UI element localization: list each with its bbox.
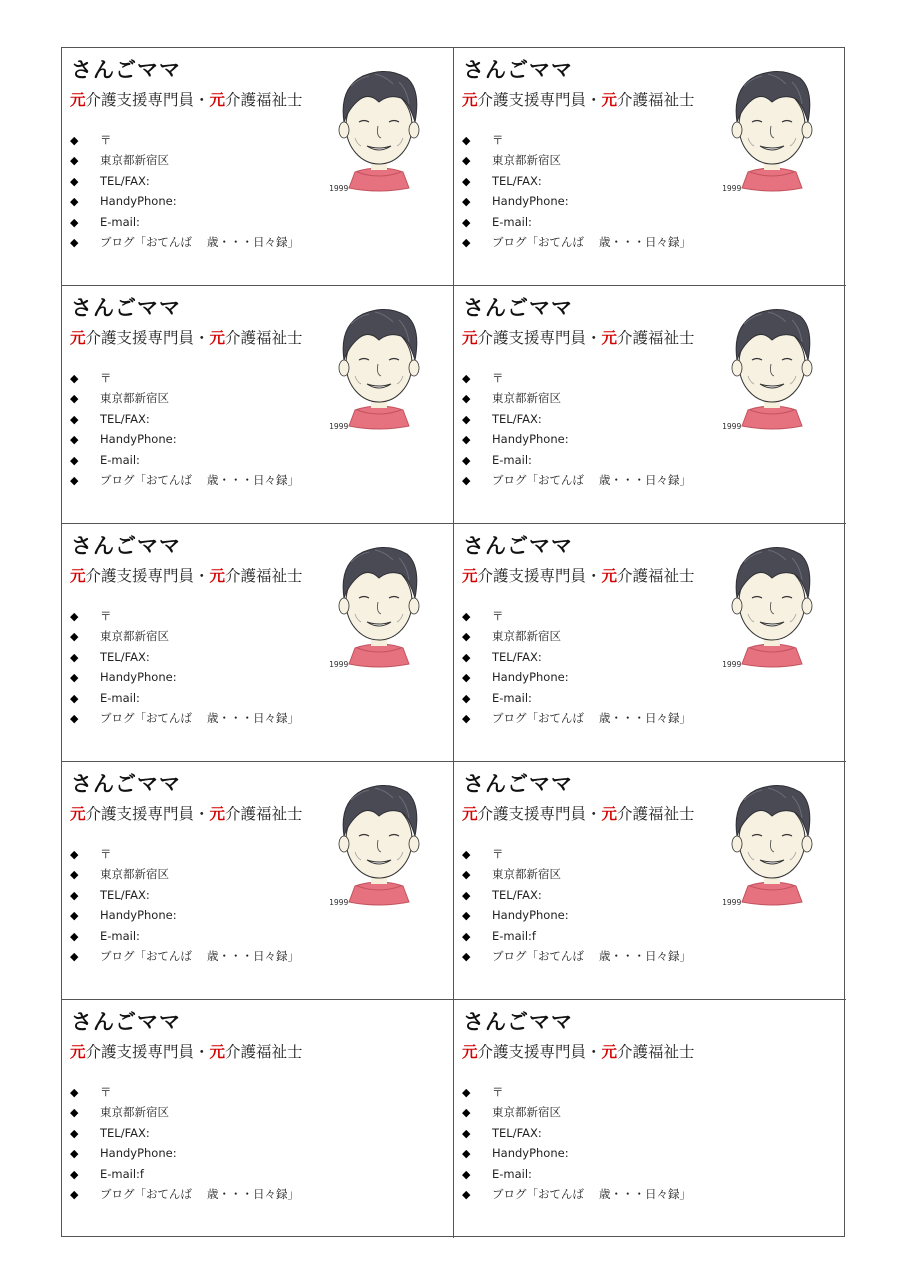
portrait-drawing — [329, 778, 429, 910]
contact-item — [70, 647, 299, 667]
contact-item-text: HandyPhone: — [492, 670, 569, 685]
business-card — [454, 48, 846, 286]
contact-item — [70, 1143, 299, 1163]
business-card — [62, 48, 454, 286]
contact-item-text: ブログ「おてんば 歳・・・日々録」 — [492, 1186, 692, 1201]
contact-list — [462, 368, 691, 490]
card-title — [70, 88, 303, 110]
contact-item — [462, 130, 691, 150]
portrait-illustration — [329, 64, 429, 196]
portrait-drawing — [722, 64, 822, 196]
contact-item-text: 東京都新宿区 — [492, 1105, 561, 1120]
contact-item — [70, 864, 299, 884]
portrait-drawing — [722, 540, 822, 672]
diamond-bullet-icon: ◆ — [462, 453, 471, 467]
contact-item-text: HandyPhone: — [492, 1146, 569, 1161]
diamond-bullet-icon: ◆ — [70, 235, 79, 249]
title-prefix-2: 元 — [209, 1043, 226, 1061]
contact-item — [70, 626, 299, 646]
business-card — [454, 762, 846, 1000]
title-prefix-2: 元 — [209, 329, 226, 347]
diamond-bullet-icon: ◆ — [70, 671, 79, 685]
diamond-bullet-icon: ◆ — [462, 412, 471, 426]
portrait-signature: 1999 — [722, 660, 742, 669]
contact-item — [462, 171, 691, 191]
title-role-2: 介護福祉士 — [225, 567, 303, 585]
contact-item-text: E-mail: — [100, 214, 140, 229]
contact-item-text: TEL/FAX: — [492, 1125, 542, 1140]
title-role-1: 介護支援専門員・ — [85, 805, 210, 823]
diamond-bullet-icon: ◆ — [462, 174, 471, 188]
contact-item-text: E-mail: — [100, 928, 140, 943]
contact-item — [462, 606, 691, 626]
diamond-bullet-icon: ◆ — [462, 929, 471, 943]
card-name: さんごママ — [463, 534, 573, 558]
contact-item-text: HandyPhone: — [100, 670, 177, 685]
contact-item-text: TEL/FAX: — [492, 649, 542, 664]
title-role-2: 介護福祉士 — [617, 1043, 695, 1061]
diamond-bullet-icon: ◆ — [462, 848, 471, 861]
contact-item-text: E-mail: — [100, 690, 140, 705]
contact-item — [70, 1082, 299, 1102]
contact-item — [70, 708, 299, 728]
title-role-1: 介護支援専門員・ — [477, 567, 602, 585]
contact-item — [462, 409, 691, 429]
card-name: さんごママ — [463, 1010, 573, 1034]
diamond-bullet-icon: ◆ — [70, 433, 79, 447]
diamond-bullet-icon: ◆ — [462, 868, 471, 882]
title-role-1: 介護支援専門員・ — [477, 91, 602, 109]
title-role-1: 介護支援専門員・ — [85, 91, 210, 109]
contact-list — [70, 368, 299, 490]
portrait-signature: 1999 — [722, 184, 742, 193]
diamond-bullet-icon: ◆ — [462, 1126, 471, 1140]
portrait-signature: 1999 — [329, 660, 349, 669]
contact-item — [462, 1082, 691, 1102]
contact-item-text: 〒 — [492, 847, 504, 861]
contact-item — [70, 1184, 299, 1204]
diamond-bullet-icon: ◆ — [70, 392, 79, 406]
card-name: さんごママ — [463, 772, 573, 796]
title-role-2: 介護福祉士 — [225, 91, 303, 109]
diamond-bullet-icon: ◆ — [462, 1187, 471, 1201]
diamond-bullet-icon: ◆ — [462, 671, 471, 685]
portrait-illustration — [722, 64, 822, 196]
diamond-bullet-icon: ◆ — [462, 610, 471, 623]
contact-item — [462, 1143, 691, 1163]
contact-item-text: TEL/FAX: — [100, 173, 150, 188]
portrait-illustration — [722, 778, 822, 910]
title-prefix-1: 元 — [70, 567, 86, 585]
contact-item — [70, 844, 299, 864]
diamond-bullet-icon: ◆ — [70, 473, 79, 487]
contact-item-text: TEL/FAX: — [492, 411, 542, 426]
contact-item-text: E-mail: — [492, 452, 532, 467]
portrait-drawing — [722, 302, 822, 434]
contact-item-text: 〒 — [100, 133, 112, 147]
contact-item-text: 東京都新宿区 — [492, 867, 561, 882]
portrait-drawing — [329, 64, 429, 196]
diamond-bullet-icon: ◆ — [70, 195, 79, 209]
contact-item — [462, 191, 691, 211]
portrait-illustration — [329, 302, 429, 434]
card-name: さんごママ — [71, 1010, 181, 1034]
portrait-drawing — [329, 540, 429, 672]
contact-item-text: HandyPhone: — [100, 194, 177, 209]
diamond-bullet-icon: ◆ — [462, 392, 471, 406]
contact-item — [70, 946, 299, 966]
contact-item-text: ブログ「おてんば 歳・・・日々録」 — [100, 948, 300, 963]
contact-item — [462, 212, 691, 232]
diamond-bullet-icon: ◆ — [462, 433, 471, 447]
title-prefix-1: 元 — [70, 805, 86, 823]
contact-item — [462, 1123, 691, 1143]
title-prefix-2: 元 — [601, 1043, 618, 1061]
diamond-bullet-icon: ◆ — [462, 691, 471, 705]
diamond-bullet-icon: ◆ — [462, 630, 471, 644]
diamond-bullet-icon: ◆ — [462, 1106, 471, 1120]
contact-item-text: 東京都新宿区 — [492, 391, 561, 406]
card-name: さんごママ — [71, 534, 181, 558]
diamond-bullet-icon: ◆ — [70, 1187, 79, 1201]
contact-item-text: TEL/FAX: — [100, 1125, 150, 1140]
title-prefix-1: 元 — [462, 1043, 478, 1061]
portrait-illustration — [329, 540, 429, 672]
contact-item — [70, 130, 299, 150]
diamond-bullet-icon: ◆ — [462, 372, 471, 385]
title-role-2: 介護福祉士 — [225, 1043, 303, 1061]
contact-item-text: 〒 — [100, 609, 112, 623]
contact-item-text: 東京都新宿区 — [100, 391, 169, 406]
diamond-bullet-icon: ◆ — [70, 630, 79, 644]
card-name: さんごママ — [463, 296, 573, 320]
title-role-2: 介護福祉士 — [617, 567, 695, 585]
contact-item-text: 〒 — [492, 609, 504, 623]
diamond-bullet-icon: ◆ — [462, 235, 471, 249]
title-prefix-2: 元 — [601, 567, 618, 585]
diamond-bullet-icon: ◆ — [70, 949, 79, 963]
contact-item-text: ブログ「おてんば 歳・・・日々録」 — [100, 472, 300, 487]
contact-item-text: ブログ「おてんば 歳・・・日々録」 — [492, 234, 692, 249]
contact-item-text: HandyPhone: — [100, 432, 177, 447]
contact-item — [70, 409, 299, 429]
contact-list — [70, 844, 299, 966]
contact-item-text: E-mail:f — [492, 928, 536, 943]
contact-list — [462, 844, 691, 966]
contact-item — [462, 368, 691, 388]
business-card-sheet — [61, 47, 845, 1237]
card-title — [70, 1040, 303, 1062]
title-prefix-1: 元 — [462, 91, 478, 109]
business-card — [62, 1000, 454, 1238]
contact-item-text: TEL/FAX: — [100, 887, 150, 902]
contact-item-text: HandyPhone: — [492, 194, 569, 209]
diamond-bullet-icon: ◆ — [70, 888, 79, 902]
contact-item-text: ブログ「おてんば 歳・・・日々録」 — [492, 948, 692, 963]
contact-item — [70, 470, 299, 490]
diamond-bullet-icon: ◆ — [70, 372, 79, 385]
diamond-bullet-icon: ◆ — [70, 1106, 79, 1120]
diamond-bullet-icon: ◆ — [462, 909, 471, 923]
card-title — [70, 326, 303, 348]
contact-item-text: 東京都新宿区 — [100, 1105, 169, 1120]
title-prefix-2: 元 — [601, 329, 618, 347]
portrait-signature: 1999 — [329, 422, 349, 431]
contact-item — [462, 864, 691, 884]
diamond-bullet-icon: ◆ — [70, 691, 79, 705]
contact-item-text: 〒 — [100, 1085, 112, 1099]
diamond-bullet-icon: ◆ — [70, 154, 79, 168]
contact-item — [462, 885, 691, 905]
contact-item-text: HandyPhone: — [100, 1146, 177, 1161]
portrait-illustration — [722, 540, 822, 672]
card-title — [70, 802, 303, 824]
title-prefix-2: 元 — [209, 91, 226, 109]
contact-item — [462, 688, 691, 708]
contact-item-text: 〒 — [100, 371, 112, 385]
title-prefix-2: 元 — [601, 805, 618, 823]
contact-item — [70, 885, 299, 905]
diamond-bullet-icon: ◆ — [462, 195, 471, 209]
contact-item-text: HandyPhone: — [100, 908, 177, 923]
contact-item — [462, 905, 691, 925]
title-role-2: 介護福祉士 — [617, 329, 695, 347]
title-prefix-1: 元 — [462, 805, 478, 823]
business-card — [454, 524, 846, 762]
contact-item-text: 〒 — [492, 371, 504, 385]
title-role-2: 介護福祉士 — [617, 805, 695, 823]
contact-list — [462, 1082, 691, 1204]
contact-item — [462, 1102, 691, 1122]
diamond-bullet-icon: ◆ — [70, 174, 79, 188]
card-name: さんごママ — [463, 58, 573, 82]
contact-item-text: ブログ「おてんば 歳・・・日々録」 — [100, 234, 300, 249]
diamond-bullet-icon: ◆ — [70, 711, 79, 725]
contact-item — [70, 688, 299, 708]
contact-list — [70, 1082, 299, 1204]
portrait-drawing — [722, 778, 822, 910]
diamond-bullet-icon: ◆ — [70, 650, 79, 664]
diamond-bullet-icon: ◆ — [462, 473, 471, 487]
contact-item-text: E-mail:f — [100, 1166, 144, 1181]
diamond-bullet-icon: ◆ — [462, 134, 471, 147]
contact-item-text: TEL/FAX: — [492, 173, 542, 188]
contact-item-text: ブログ「おてんば 歳・・・日々録」 — [492, 710, 692, 725]
contact-item — [70, 150, 299, 170]
contact-item — [70, 1123, 299, 1143]
contact-item — [462, 1164, 691, 1184]
diamond-bullet-icon: ◆ — [70, 215, 79, 229]
contact-item-text: 東京都新宿区 — [492, 153, 561, 168]
contact-item — [462, 647, 691, 667]
portrait-illustration — [329, 778, 429, 910]
portrait-signature: 1999 — [722, 898, 742, 907]
title-prefix-1: 元 — [462, 329, 478, 347]
diamond-bullet-icon: ◆ — [462, 711, 471, 725]
contact-item — [462, 626, 691, 646]
contact-item — [70, 191, 299, 211]
title-role-1: 介護支援専門員・ — [85, 567, 210, 585]
card-title — [462, 88, 695, 110]
title-role-1: 介護支援専門員・ — [477, 329, 602, 347]
contact-item — [70, 1164, 299, 1184]
contact-list — [70, 606, 299, 728]
diamond-bullet-icon: ◆ — [70, 868, 79, 882]
contact-item-text: ブログ「おてんば 歳・・・日々録」 — [492, 472, 692, 487]
card-title — [462, 1040, 695, 1062]
contact-item-text: TEL/FAX: — [100, 411, 150, 426]
contact-item — [462, 926, 691, 946]
contact-item-text: 東京都新宿区 — [100, 153, 169, 168]
business-card — [454, 286, 846, 524]
diamond-bullet-icon: ◆ — [70, 1126, 79, 1140]
diamond-bullet-icon: ◆ — [462, 888, 471, 902]
contact-item — [70, 368, 299, 388]
contact-list — [70, 130, 299, 252]
contact-item-text: 東京都新宿区 — [492, 629, 561, 644]
diamond-bullet-icon: ◆ — [70, 453, 79, 467]
contact-item-text: 〒 — [100, 847, 112, 861]
diamond-bullet-icon: ◆ — [70, 909, 79, 923]
diamond-bullet-icon: ◆ — [462, 154, 471, 168]
diamond-bullet-icon: ◆ — [70, 610, 79, 623]
contact-item — [462, 1184, 691, 1204]
title-prefix-1: 元 — [70, 329, 86, 347]
card-title — [70, 564, 303, 586]
contact-item — [70, 606, 299, 626]
diamond-bullet-icon: ◆ — [462, 1086, 471, 1099]
diamond-bullet-icon: ◆ — [462, 215, 471, 229]
title-prefix-1: 元 — [70, 1043, 86, 1061]
diamond-bullet-icon: ◆ — [462, 1167, 471, 1181]
portrait-signature: 1999 — [329, 898, 349, 907]
contact-list — [462, 130, 691, 252]
contact-item-text: 東京都新宿区 — [100, 867, 169, 882]
business-card — [62, 762, 454, 1000]
contact-item — [462, 946, 691, 966]
title-prefix-1: 元 — [462, 567, 478, 585]
contact-item-text: ブログ「おてんば 歳・・・日々録」 — [100, 1186, 300, 1201]
business-card — [454, 1000, 846, 1238]
contact-item-text: 〒 — [492, 1085, 504, 1099]
diamond-bullet-icon: ◆ — [462, 949, 471, 963]
contact-item-text: E-mail: — [492, 214, 532, 229]
card-name: さんごママ — [71, 296, 181, 320]
contact-item-text: E-mail: — [492, 690, 532, 705]
diamond-bullet-icon: ◆ — [462, 650, 471, 664]
title-prefix-1: 元 — [70, 91, 86, 109]
contact-item — [462, 667, 691, 687]
portrait-signature: 1999 — [722, 422, 742, 431]
card-name: さんごママ — [71, 772, 181, 796]
contact-item-text: TEL/FAX: — [100, 649, 150, 664]
title-role-1: 介護支援専門員・ — [477, 805, 602, 823]
contact-item — [462, 388, 691, 408]
portrait-signature: 1999 — [329, 184, 349, 193]
title-prefix-2: 元 — [209, 805, 226, 823]
contact-item — [70, 905, 299, 925]
card-title — [462, 802, 695, 824]
contact-item — [70, 450, 299, 470]
contact-item — [462, 232, 691, 252]
card-title — [462, 564, 695, 586]
portrait-illustration — [722, 302, 822, 434]
diamond-bullet-icon: ◆ — [462, 1147, 471, 1161]
card-name: さんごママ — [71, 58, 181, 82]
card-title — [462, 326, 695, 348]
contact-item — [462, 429, 691, 449]
contact-item — [70, 429, 299, 449]
contact-item-text: HandyPhone: — [492, 908, 569, 923]
contact-item-text: E-mail: — [492, 1166, 532, 1181]
business-card — [62, 286, 454, 524]
business-card — [62, 524, 454, 762]
title-prefix-2: 元 — [601, 91, 618, 109]
contact-item-text: 東京都新宿区 — [100, 629, 169, 644]
title-role-2: 介護福祉士 — [617, 91, 695, 109]
title-role-1: 介護支援専門員・ — [477, 1043, 602, 1061]
diamond-bullet-icon: ◆ — [70, 929, 79, 943]
diamond-bullet-icon: ◆ — [70, 1086, 79, 1099]
title-role-2: 介護福祉士 — [225, 805, 303, 823]
contact-item — [462, 470, 691, 490]
diamond-bullet-icon: ◆ — [70, 848, 79, 861]
title-role-1: 介護支援専門員・ — [85, 329, 210, 347]
contact-item — [70, 171, 299, 191]
title-role-2: 介護福祉士 — [225, 329, 303, 347]
contact-item — [462, 150, 691, 170]
contact-item — [70, 667, 299, 687]
portrait-drawing — [329, 302, 429, 434]
contact-item — [462, 708, 691, 728]
contact-item-text: TEL/FAX: — [492, 887, 542, 902]
contact-item-text: HandyPhone: — [492, 432, 569, 447]
title-role-1: 介護支援専門員・ — [85, 1043, 210, 1061]
contact-item-text: E-mail: — [100, 452, 140, 467]
diamond-bullet-icon: ◆ — [70, 1167, 79, 1181]
contact-item — [70, 1102, 299, 1122]
diamond-bullet-icon: ◆ — [70, 1147, 79, 1161]
contact-item — [70, 388, 299, 408]
contact-list — [462, 606, 691, 728]
diamond-bullet-icon: ◆ — [70, 412, 79, 426]
contact-item — [462, 450, 691, 470]
title-prefix-2: 元 — [209, 567, 226, 585]
contact-item — [70, 212, 299, 232]
contact-item — [70, 232, 299, 252]
contact-item — [70, 926, 299, 946]
contact-item-text: 〒 — [492, 133, 504, 147]
contact-item — [462, 844, 691, 864]
contact-item-text: ブログ「おてんば 歳・・・日々録」 — [100, 710, 300, 725]
diamond-bullet-icon: ◆ — [70, 134, 79, 147]
